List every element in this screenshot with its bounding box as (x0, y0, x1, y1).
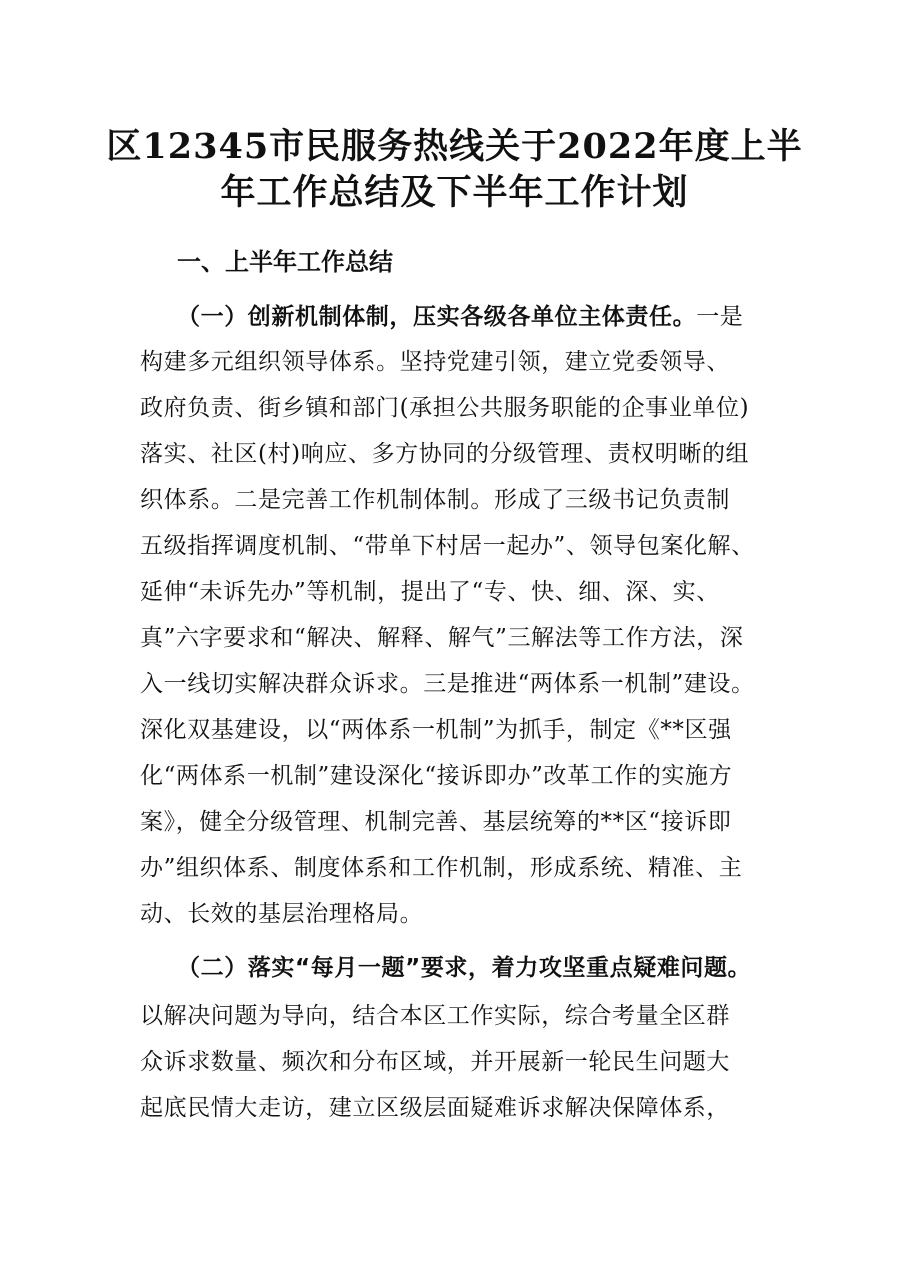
paragraph-2-line: 起底民情大走访，建立区级层面疑难诉求解决保障体系， (140, 1095, 730, 1121)
paragraph-1-line-1 (177, 302, 780, 332)
paragraph-1-line-text: 一是 (696, 304, 744, 330)
paragraph-1-line: 构建多元组织领导体系。坚持党建引领，建立党委领导、 (140, 349, 730, 375)
paragraph-1-line: 政府负责、街乡镇和部门(承担公共服务职能的企事业单位) (140, 395, 750, 421)
paragraph-1-line: 动、长效的基层治理格局。 (140, 901, 424, 927)
paragraph-1-bold-lead: （一）创新机制体制，压实各级各单位主体责任。 (177, 304, 697, 330)
document-title-line-1: 区12345市民服务热线关于2022年度上半 (106, 126, 803, 167)
paragraph-2-bold-lead: （二）落实“每月一题”要求，着力攻坚重点疑难问题。 (177, 955, 752, 981)
paragraph-1-line: 入一线切实解决群众诉求。三是推进“两体系一机制”建设。 (140, 671, 755, 697)
document-title-line-2: 年工作总结及下半年工作计划 (220, 172, 689, 213)
paragraph-1-line: 深化双基建设，以“两体系一机制”为抓手，制定《**区强 (140, 717, 732, 743)
paragraph-1-line: 真”六字要求和“解决、解释、解气”三解法等工作方法，深 (140, 625, 744, 651)
paragraph-1-line: 五级指挥调度机制、“带单下村居一起办”、领导包案化解、 (140, 533, 755, 559)
paragraph-1-line: 案》，健全分级管理、机制完善、基层统筹的**区“接诉即 (140, 809, 732, 835)
paragraph-1-line: 化“两体系一机制”建设深化“接诉即办”改革工作的实施方 (140, 763, 733, 789)
paragraph-1-line: 办”组织体系、制度体系和工作机制，形成系统、精准、主 (140, 855, 743, 881)
paragraph-1-line: 织体系。二是完善工作机制体制。形成了三级书记负责制 (140, 487, 730, 513)
section-heading: 一、上半年工作总结 (177, 248, 393, 276)
paragraph-2-line-1 (177, 953, 780, 983)
paragraph-1-line: 延伸“未诉先办”等机制，提出了“专、快、细、深、实、 (140, 579, 720, 605)
paragraph-1-line: 落实、社区(村)响应、多方协同的分级管理、责权明晰的组 (140, 441, 750, 467)
paragraph-2-line: 众诉求数量、频次和分布区域，并开展新一轮民生问题大 (140, 1049, 730, 1075)
paragraph-2-line: 以解决问题为导向，结合本区工作实际，综合考量全区群 (140, 1003, 730, 1029)
